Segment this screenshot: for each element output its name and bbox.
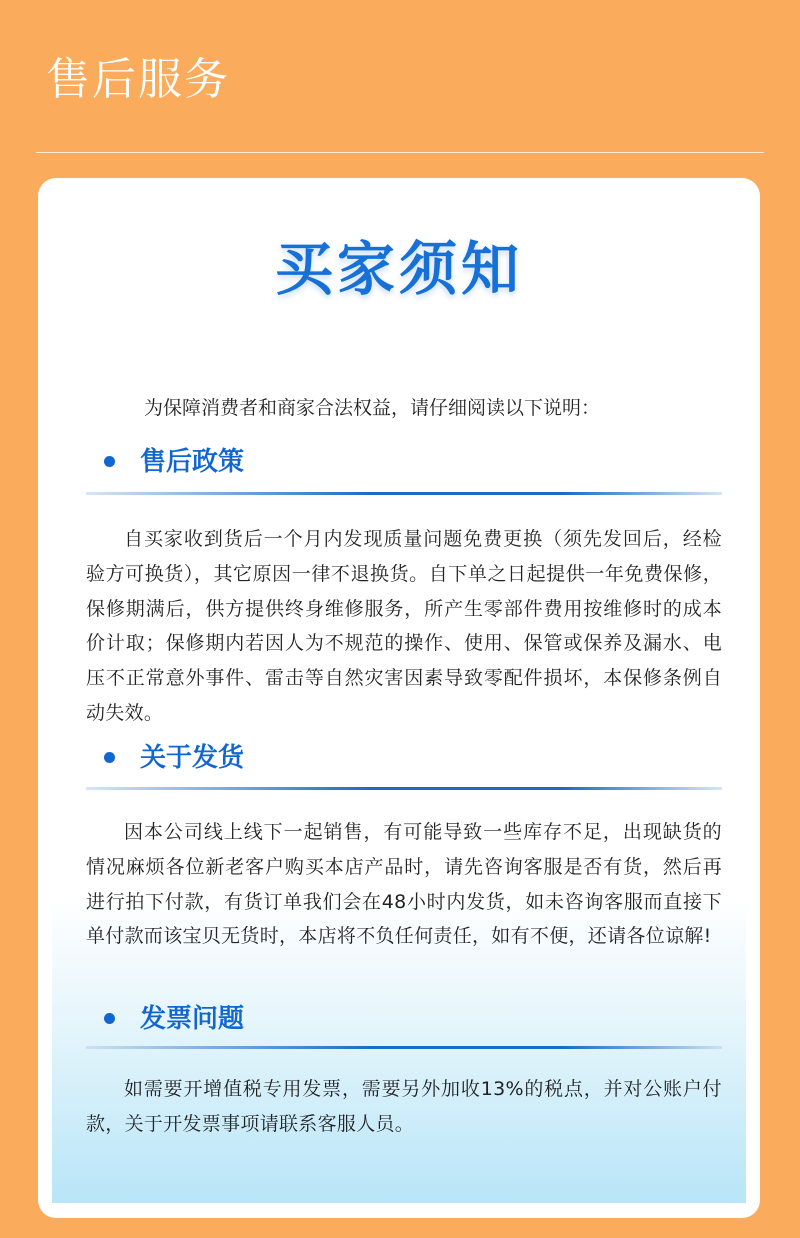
section-body-after-sales-policy: 自买家收到货后一个月内发现质量问题免费更换（须先发回后，经检验方可换货），其它原因一律不退换货。自下单之日起提供一年免费保修，保修期满后，供方提供终身维修服务，所产生零部件费用按维修时的成本价计取；保修期内若因人为不规范的操作、使用、保管或保养及漏水、电压不正常意外事件、雷击等自然灾害因素导致零配件损坏，本保修条例自动失效。 — [86, 528, 722, 724]
intro-text: 为保障消费者和商家合法权益，请仔细阅读以下说明： — [144, 397, 601, 419]
bullet-icon — [104, 752, 115, 763]
bullet-icon — [104, 456, 115, 467]
header-divider — [36, 152, 764, 153]
section-title: 关于发货 — [140, 743, 245, 773]
section-divider — [86, 1046, 722, 1049]
notice-card — [38, 178, 760, 1218]
section-title: 售后政策 — [140, 447, 245, 477]
section-heading-after-sales-policy — [104, 442, 704, 482]
bullet-icon — [104, 1013, 115, 1024]
section-heading-shipping — [104, 738, 704, 778]
notice-card-body — [52, 178, 746, 1203]
page-header — [0, 0, 800, 155]
notice-title: 买家须知 — [274, 235, 523, 303]
section-body-shipping: 因本公司线上线下一起销售，有可能导致一些库存不足，出现缺货的情况麻烦各位新老客户购买本店产品时，请先咨询客服是否有货，然后再进行拍下付款，有货订单我们会在48小时内发货，如未咨询客服而直接下单付款而该宝贝无货时，本店将不负任何责任，如有不便，还请各位谅解! — [86, 821, 722, 948]
page-title: 售后服务 — [46, 54, 230, 105]
section-heading-invoice — [104, 999, 704, 1039]
section-body-invoice: 如需要开增值税专用发票，需要另外加收13%的税点，并对公账户付款，关于开发票事项请联系客服人员。 — [86, 1078, 722, 1135]
section-title: 发票问题 — [140, 1004, 245, 1034]
section-divider — [86, 787, 722, 790]
section-divider — [86, 492, 722, 495]
